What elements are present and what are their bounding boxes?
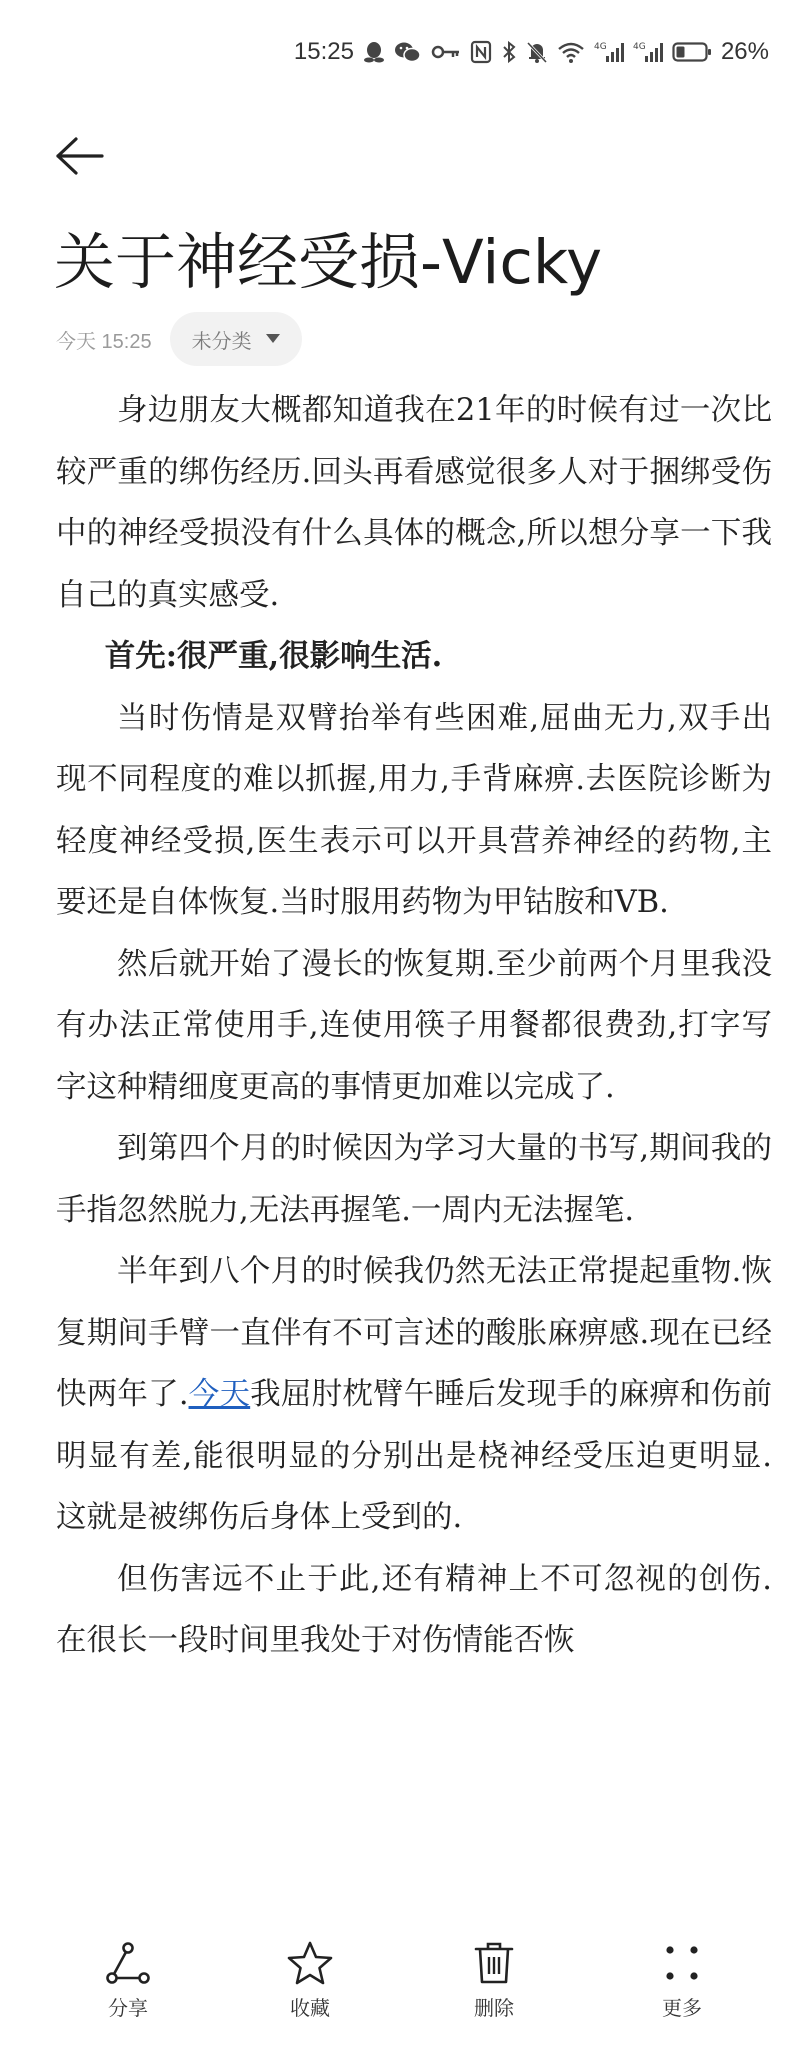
- delete-label: 删除: [474, 1996, 514, 2020]
- paragraph: 到第四个月的时候因为学习大量的书写,期间我的手指忽然脱力,无法再握笔.一周内无法握笔.: [56, 1131, 772, 1228]
- paragraph: 当时伤情是双臂抬举有些困难,屈曲无力,双手出现不同程度的难以抓握,用力,手背麻痹.去医院诊断为轻度神经受损,医生表示可以开具营养神经的药物,主要还是自体恢复.当时服用药物为甲钴胺和VB.: [56, 700, 772, 920]
- signal-icon: [633, 40, 663, 64]
- bluetooth-icon: [501, 40, 517, 64]
- category-dropdown[interactable]: [170, 312, 302, 366]
- signal-icon: [594, 40, 624, 64]
- note-body[interactable]: [56, 380, 772, 1672]
- share-button[interactable]: [68, 1940, 188, 2021]
- paragraph: 身边朋友大概都知道我在21年的时候有过一次比较严重的绑伤经历.回头再看感觉很多人对于捆绑受伤中的神经受损没有什么具体的概念,所以想分享一下我自己的真实感受.: [56, 393, 772, 613]
- note-meta: [56, 312, 302, 366]
- paragraph-text: 我屈肘枕臂午睡后发现手的麻痹和伤前明显有差,能很明显的分别出是桡神经受压迫更明显.这就是被绑伤后身体上受到的.: [56, 1377, 773, 1535]
- qq-icon: [363, 40, 385, 64]
- star-icon: [286, 1940, 334, 1986]
- signal-1-label: 4G: [593, 42, 607, 52]
- date-link[interactable]: 今天: [188, 1377, 251, 1412]
- category-label: 未分类: [191, 330, 252, 353]
- more-dots-icon: [660, 1940, 704, 1986]
- more-label: 更多: [662, 1996, 702, 2020]
- signal-2-label: 4G: [632, 42, 646, 52]
- battery-percent: 26%: [720, 38, 769, 65]
- mute-bell-icon: [526, 40, 548, 64]
- paragraph-text: 半年到八个月的时候我仍然无法正常提起重物.恢复期间手臂一直伴有不可言述的酸胀麻痹感.现在已经快两年了.: [56, 1254, 772, 1412]
- paragraph: 然后就开始了漫长的恢复期.至少前两个月里我没有办法正常使用手,连使用筷子用餐都很费劲,打字写字这种精细度更高的事情更加难以完成了.: [56, 946, 772, 1105]
- bottom-toolbar: [0, 1920, 811, 2048]
- status-time: 15:25: [293, 38, 354, 65]
- battery-icon: [672, 41, 712, 63]
- wifi-icon: [557, 41, 585, 63]
- paragraph-bold: 首先:很严重,很影响生活.: [104, 638, 443, 674]
- more-button[interactable]: [622, 1940, 742, 2021]
- share-icon: [105, 1940, 151, 1986]
- wechat-icon: [394, 40, 422, 64]
- key-icon: [431, 42, 461, 62]
- paragraph: [56, 1241, 772, 1549]
- note-date: 今天 15:25: [56, 330, 152, 353]
- back-arrow-icon: [54, 136, 106, 176]
- status-bar: [294, 38, 769, 66]
- favorite-button[interactable]: [250, 1940, 370, 2021]
- paragraph: 但伤害远不止于此,还有精神上不可忽视的创伤.在很长一段时间里我处于对伤情能否恢: [56, 1561, 772, 1658]
- caret-down-icon: [266, 334, 280, 344]
- share-label: 分享: [108, 1996, 148, 2020]
- delete-button[interactable]: [434, 1940, 554, 2021]
- note-title[interactable]: 关于神经受损-Vicky: [54, 227, 603, 298]
- favorite-label: 收藏: [290, 1996, 330, 2020]
- trash-icon: [472, 1940, 516, 1986]
- back-button[interactable]: [52, 128, 108, 184]
- nfc-icon: [470, 40, 492, 64]
